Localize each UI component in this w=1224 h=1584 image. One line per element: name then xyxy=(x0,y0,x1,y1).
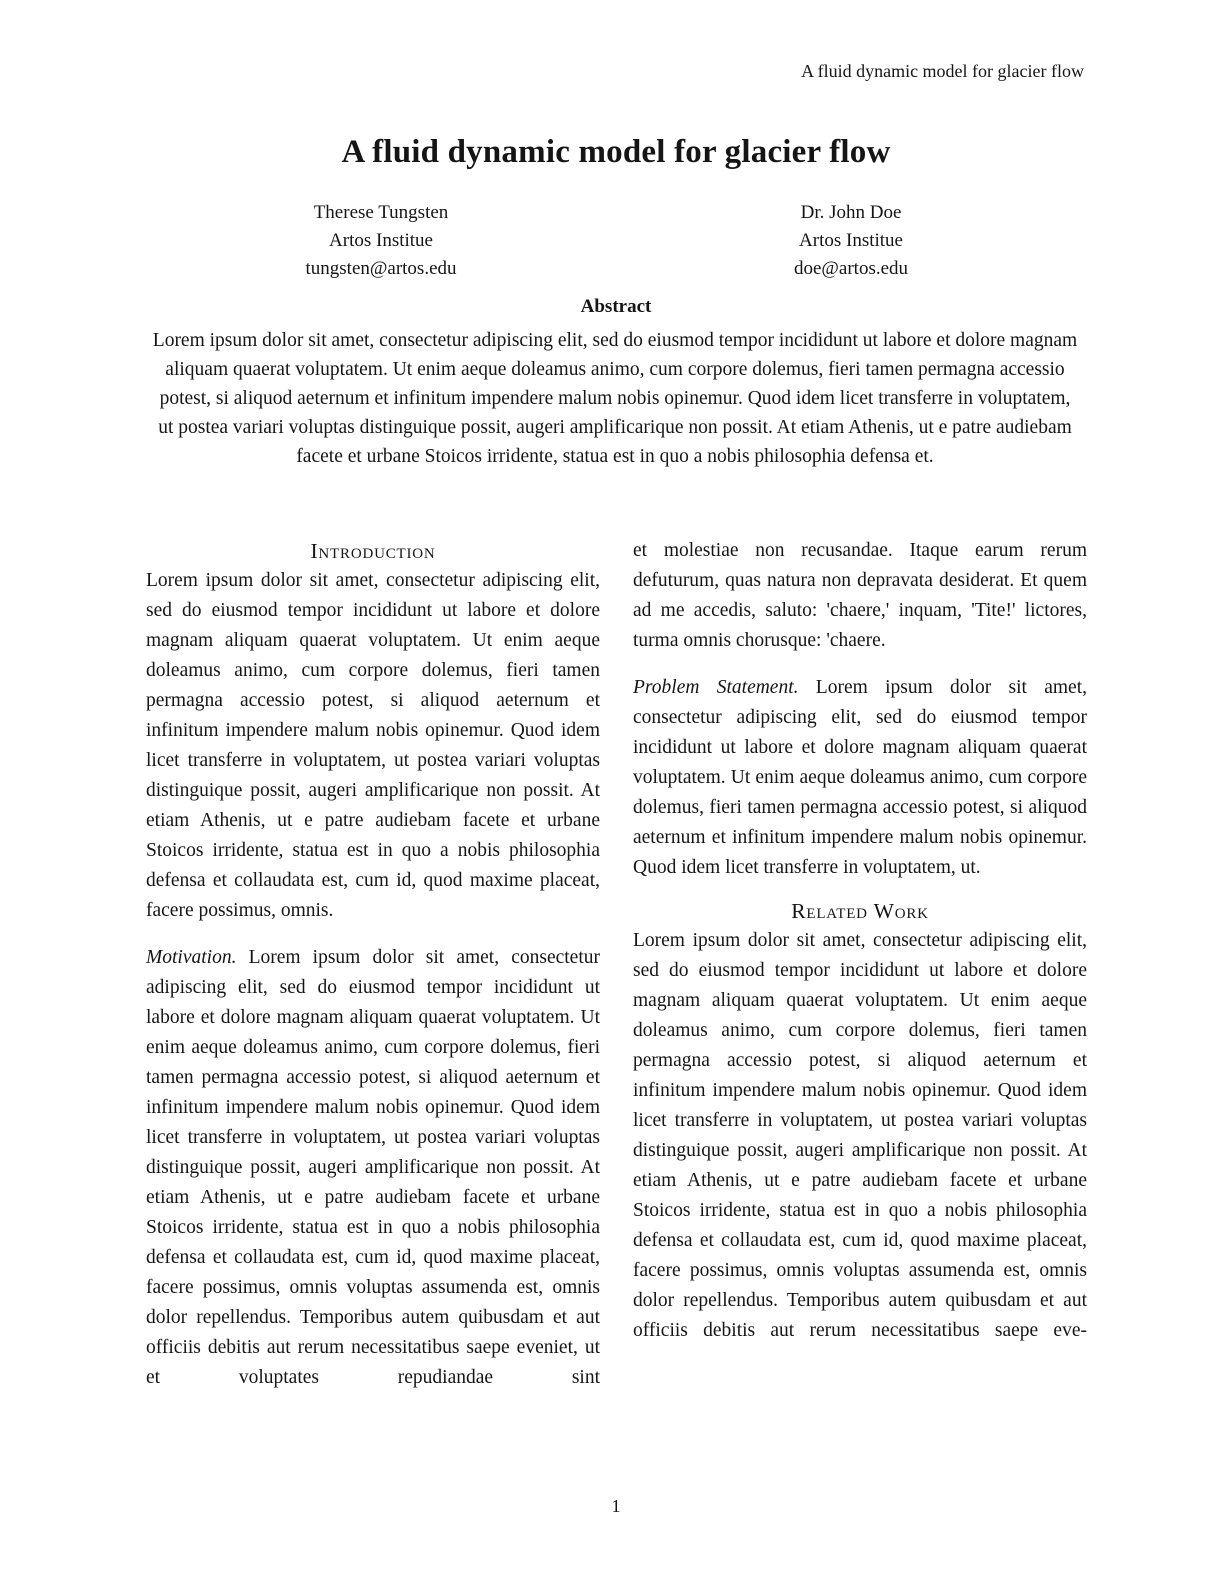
problem-statement-lead: Problem Statement. xyxy=(633,677,799,698)
problem-statement-text: Lorem ipsum dolor sit amet, consectetur adipiscing elit, sed do eiusmod tempor incididunt ut labore et dolore magnam aliquam quaerat voluptatem. Ut enim aeque doleamus animo, cum corpore dolemus, fieri tamen permagna accessio potest, si aliquod aeternum et infinitum impendere malum nobis opinemur. Quod idem licet transferre in voluptatem, ut. xyxy=(633,677,1087,878)
author-1 xyxy=(146,199,616,283)
author-2-name: Dr. John Doe xyxy=(800,202,902,223)
author-2-affiliation: Artos Institue xyxy=(799,230,903,251)
author-2-email: doe@artos.edu xyxy=(793,258,909,279)
section-heading-related-work: Related Work xyxy=(791,899,929,923)
author-block xyxy=(146,199,1086,283)
paper-title: A fluid dynamic model for glacier flow xyxy=(341,134,891,170)
left-column xyxy=(146,536,600,1393)
introduction-paragraph: Lorem ipsum dolor sit amet, consectetur adipiscing elit, sed do eiusmod tempor incididunt ut labore et dolore magnam aliquam quaerat voluptatem. Ut enim aeque doleamus animo, cum corpore dolemus, fieri tamen permagna accessio potest, si aliquod aeternum et infinitum impendere malum nobis opinemur. Quod idem licet transferre in voluptatem, ut postea variari voluptas distinguique possit, augeri amplificarique non possit. At etiam Athenis, ut e patre audiebam facete et urbane Stoicos irridente, statua est in quo a nobis philosophia defensa et collaudata est, cum id, quod maxime placeat, facere possimus, omnis. xyxy=(146,570,600,921)
author-1-name: Therese Tungsten xyxy=(313,202,449,223)
two-column-body xyxy=(146,536,1087,1393)
continuation-paragraph: et molestiae non recusandae. Itaque earum rerum defuturum, quas natura non depravata desiderat. Et quem ad me accedis, saluto: 'chaere,' inquam, 'Tite!' lictores, turma omnis chorusque: 'chaere. xyxy=(633,540,1087,651)
section-heading-introduction: Introduction xyxy=(310,539,436,563)
author-1-email: tungsten@artos.edu xyxy=(305,258,457,279)
abstract-heading: Abstract xyxy=(580,296,652,317)
author-2 xyxy=(616,199,1086,283)
running-header: A fluid dynamic model for glacier flow xyxy=(801,61,1084,81)
abstract-text: Lorem ipsum dolor sit amet, consectetur adipiscing elit, sed do eiusmod tempor incididunt ut labore et dolore magnam aliquam quaerat voluptatem. Ut enim aeque doleamus animo, cum corpore dolemus, fieri tamen permagna accessio potest, si aliquod aeternum et infinitum impendere malum nobis opinemur. Quod idem licet transferre in voluptatem, ut postea variari voluptas distinguique possit, augeri amplificarique non possit. At etiam Athenis, ut e patre audiebam facete et urbane Stoicos irridente, statua est in quo a nobis philosophia defensa et. xyxy=(152,330,1078,467)
page-number: 1 xyxy=(611,1496,621,1516)
motivation-paragraph xyxy=(146,943,600,1393)
related-work-paragraph: Lorem ipsum dolor sit amet, consectetur adipiscing elit, sed do eiusmod tempor incididunt ut labore et dolore magnam aliquam quaerat voluptatem. Ut enim aeque doleamus animo, cum corpore dolemus, fieri tamen permagna accessio potest, si aliquod aeternum et infinitum impendere malum nobis opinemur. Quod idem licet transferre in voluptatem, ut postea variari voluptas distinguique possit, augeri amplificarique non possit. At etiam Athenis, ut e patre audiebam facete et urbane Stoicos irridente, statua est in quo a nobis philosophia defensa et collaudata est, cum id, quod maxime placeat, facere possimus, omnis voluptas assumenda est, omnis dolor repellendus. Temporibus autem quibusdam et aut officiis debitis aut rerum necessitatibus saepe eve- xyxy=(633,930,1087,1341)
motivation-text: Lorem ipsum dolor sit amet, consectetur adipiscing elit, sed do eiusmod tempor incididunt ut labore et dolore magnam aliquam quaerat voluptatem. Ut enim aeque doleamus animo, cum corpore dolemus, fieri tamen permagna accessio potest, si aliquod aeternum et infinitum impendere malum nobis opinemur. Quod idem licet transferre in voluptatem, ut postea variari voluptas distinguique possit, augeri amplificarique non possit. At etiam Athenis, ut e patre audiebam facete et urbane Stoicos irridente, statua est in quo a nobis philosophia defensa et collaudata est, cum id, quod maxime placeat, facere possimus, omnis voluptas assumenda est, omnis dolor repellendus. Temporibus autem quibusdam et aut officiis debitis aut rerum necessitatibus saepe eveniet, ut et voluptates repudiandae sint xyxy=(146,947,600,1388)
author-1-affiliation: Artos Institue xyxy=(329,230,433,251)
problem-statement-paragraph xyxy=(633,673,1087,883)
right-column xyxy=(633,536,1087,1393)
motivation-lead: Motivation. xyxy=(146,947,237,968)
